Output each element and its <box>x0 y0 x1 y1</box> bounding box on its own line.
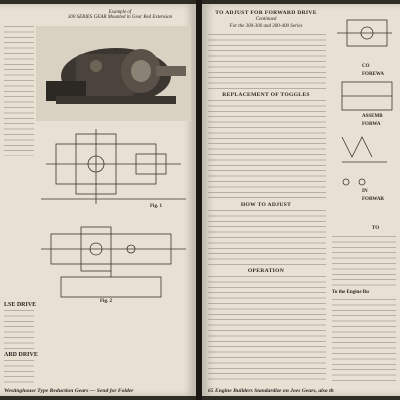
side-label-in: IN <box>362 189 368 194</box>
right-title: TO ADJUST FOR FORWARD DRIVE <box>215 10 317 16</box>
right-text-block-2 <box>208 100 326 200</box>
right-text-block-4 <box>208 276 326 381</box>
left-section-b: ARD DRIVE <box>4 352 38 358</box>
right-series-note: For the 300-300 and 300-400 Series <box>229 24 303 29</box>
right-section-adjust: HOW TO ADJUST <box>240 202 292 208</box>
left-margin-text <box>4 26 34 156</box>
side-label-engine: To the Engine Bu <box>332 290 369 295</box>
gear-photo <box>36 26 191 121</box>
side-label-forwa: FORWA <box>362 122 381 127</box>
left-footer: Westinghouse Type Reduction Gears — Send for Folder <box>4 388 134 394</box>
gear-photo-caption: Example of 300 SERIES GEAR Mounted in Gear Bed Extension <box>67 10 173 20</box>
fig2-label: Fig. 2 <box>100 299 112 304</box>
right-text-block-1 <box>208 34 326 89</box>
side-label-co: CO <box>362 64 370 69</box>
side-label-assemb: ASSEMB <box>362 114 383 119</box>
side-label-to: TO <box>372 226 380 231</box>
side-label-forwar: FORWAR <box>362 197 385 202</box>
side-text-block-1 <box>332 236 396 286</box>
fig1-drawing <box>36 124 191 219</box>
left-section-b-text <box>4 360 34 384</box>
fig1-label: Fig. 1 <box>150 204 162 209</box>
left-section-a-text <box>4 310 34 350</box>
right-text-block-3 <box>208 210 326 265</box>
fig2-drawing <box>36 219 191 309</box>
right-subtitle: Continued <box>255 17 277 22</box>
left-section-a: LSE DRIVE <box>4 302 37 308</box>
right-page <box>202 4 400 396</box>
side-diagrams <box>332 12 398 202</box>
side-label-forewa: FOREWA <box>362 72 384 77</box>
right-section-toggles: REPLACEMENT OF TOGGLES <box>222 92 310 98</box>
side-text-block-2 <box>332 299 396 381</box>
right-section-operation: OPERATION <box>247 268 285 274</box>
left-page <box>0 4 196 396</box>
right-footer: 65 Engine Builders Standardize on Joes Gears, also th <box>208 388 334 394</box>
